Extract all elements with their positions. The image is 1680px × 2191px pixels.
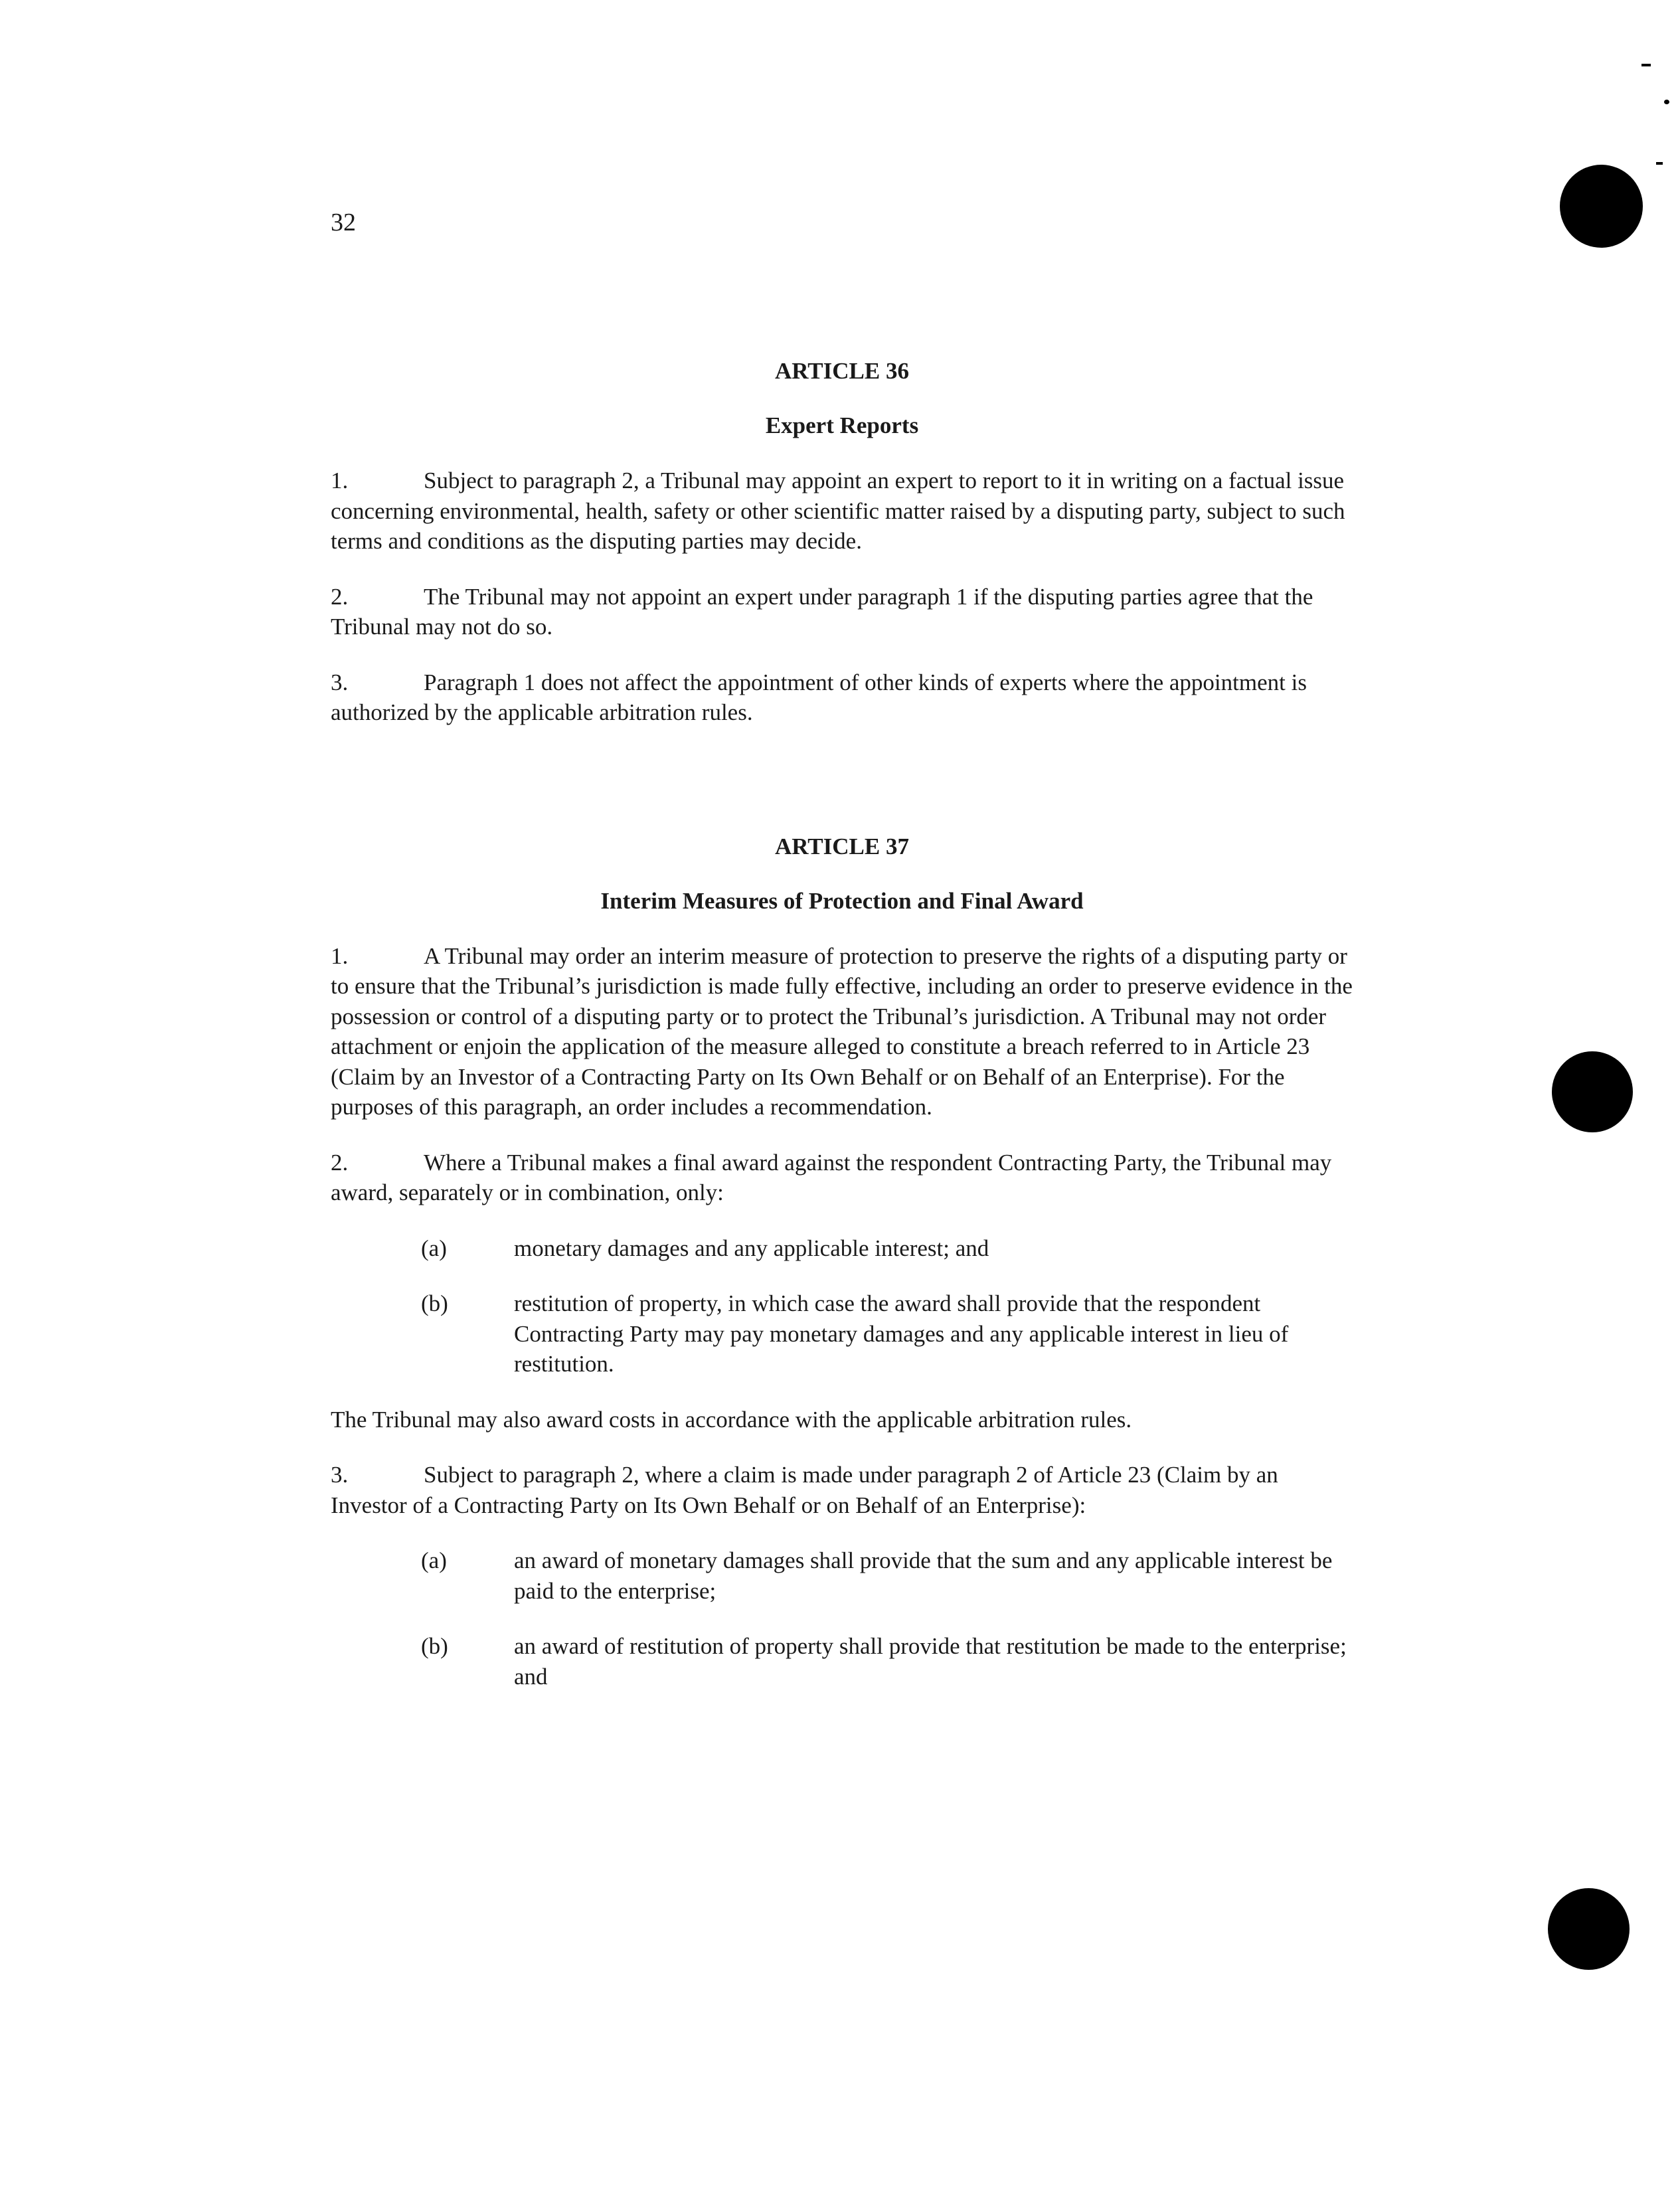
paragraph-text: Subject to paragraph 2, a Tribunal may appoint an expert to report to it in writing on a factual issue concerning environmental, health, safety or other scientific matter raised by a disputing party, subject to such terms and conditions as the disputing parties may decide. — [331, 468, 1345, 554]
paragraph-text: The Tribunal may not appoint an expert under paragraph 1 if the disputing parties agree that the Tribunal may not do so. — [331, 583, 1313, 640]
scan-speck — [1664, 100, 1669, 104]
scan-speck — [1641, 64, 1651, 66]
subparagraph-text: monetary damages and any applicable interest; and — [514, 1235, 989, 1261]
article-37 — [331, 832, 1353, 1692]
article-heading: ARTICLE 37 — [774, 833, 909, 859]
section-spacer — [331, 753, 1353, 832]
subparagraph — [421, 1233, 1353, 1264]
subparagraph-label: (b) — [421, 1290, 448, 1316]
subparagraph — [421, 1545, 1353, 1606]
paragraph-number: 2. — [331, 583, 349, 610]
paragraph-closing: The Tribunal may also award costs in accordance with the applicable arbitration rules. — [331, 1406, 1132, 1433]
punch-hole — [1560, 165, 1643, 248]
subparagraph-label: (a) — [421, 1235, 447, 1261]
subparagraph-label: (a) — [421, 1547, 447, 1573]
punch-hole — [1552, 1051, 1633, 1132]
paragraph — [331, 941, 1353, 1122]
subparagraph-text: restitution of property, in which case the award shall provide that the respondent Contracting Party may pay monetary damages and any applicable interest in lieu of restitution. — [514, 1290, 1289, 1377]
page-number: 32 — [331, 209, 356, 236]
subparagraph-label: (b) — [421, 1633, 448, 1659]
article-title: Interim Measures of Protection and Final Award — [600, 887, 1084, 914]
scan-speck — [1656, 162, 1663, 165]
paragraph-text: A Tribunal may order an interim measure of protection to preserve the rights of a disputing party or to ensure that the Tribunal’s jurisdiction is made fully effective, including an order to preserve evidence in the possession or control of a disputing party or to protect the Tribunal’s jurisdiction. A Tribunal may not order attachment or enjoin the application of the measure alleged to constitute a breach referred to in Article 23 (Claim by an Investor of a Contracting Party on Its Own Behalf or on Behalf of an Enterprise). For the purposes of this paragraph, an order includes a recommendation. — [331, 942, 1353, 1120]
subparagraph — [421, 1631, 1353, 1692]
paragraph-text: Where a Tribunal makes a final award against the respondent Contracting Party, the Tribunal may award, separately or in combination, only: — [331, 1149, 1332, 1205]
paragraph-number: 3. — [331, 1462, 349, 1488]
article-36 — [331, 356, 1353, 728]
document-body — [331, 356, 1353, 1717]
paragraph-number: 2. — [331, 1149, 349, 1176]
paragraph-number: 1. — [331, 942, 349, 969]
paragraph — [331, 1460, 1353, 1520]
subparagraph-text: an award of restitution of property shall provide that restitution be made to the enterprise; and — [514, 1633, 1347, 1690]
paragraph-number: 3. — [331, 669, 349, 695]
paragraph-number: 1. — [331, 468, 349, 493]
paragraph — [331, 466, 1353, 557]
paragraph — [331, 667, 1353, 728]
paragraph — [331, 582, 1353, 642]
paragraph — [331, 1148, 1353, 1208]
article-title: Expert Reports — [765, 412, 919, 438]
subparagraph-text: an award of monetary damages shall provide that the sum and any applicable interest be paid to the enterprise; — [514, 1547, 1333, 1604]
punch-hole — [1548, 1888, 1630, 1970]
article-heading: ARTICLE 36 — [774, 358, 909, 384]
paragraph-text: Subject to paragraph 2, where a claim is made under paragraph 2 of Article 23 (Claim by an Investor of a Contracting Party on Its Own Behalf or on Behalf of an Enterprise): — [331, 1462, 1278, 1518]
subparagraph — [421, 1288, 1353, 1379]
paragraph-text: Paragraph 1 does not affect the appointment of other kinds of experts where the appointment is authorized by the applicable arbitration rules. — [331, 669, 1307, 725]
